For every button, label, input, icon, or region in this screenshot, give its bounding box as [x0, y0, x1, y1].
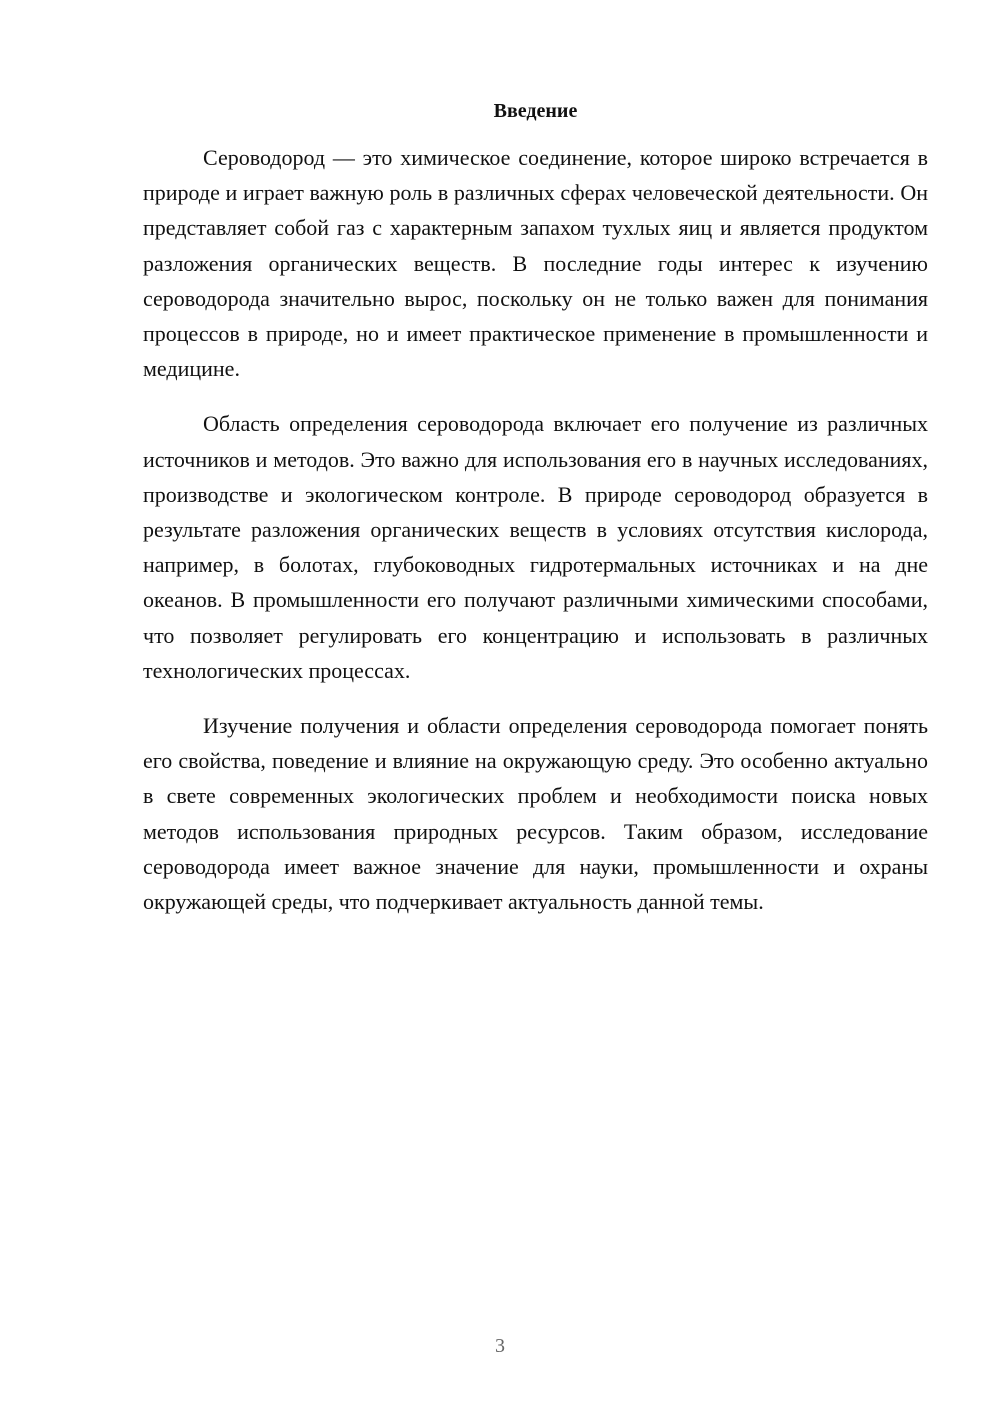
page-content	[143, 96, 928, 939]
paragraph-2: Область определения сероводорода включает его получение из различных источников и методов. Это важно для использования его в научных исследованиях, производстве и экологическом контроле. В природе сероводород образуется в результате разложения органических веществ в условиях отсутствия кислорода, например, в болотах, глубоководных гидротермальных источниках и на дне океанов. В промышленности его получают различными химическими способами, что позволяет регулировать его концентрацию и использовать в различных технологических процессах.	[143, 411, 928, 683]
paragraph-3: Изучение получения и области определения сероводорода помогает понять его свойства, поведение и влияние на окружающую среду. Это особенно актуально в свете современных экологических проблем и необходимости поиска новых методов использования природных ресурсов. Таким образом, исследование сероводорода имеет важное значение для науки, промышленности и охраны окружающей среды, что подчеркивает актуальность данной темы.	[143, 713, 928, 915]
paragraph-1: Сероводород — это химическое соединение, которое широко встречается в природе и играет важную роль в различных сферах человеческой деятельности. Он представляет собой газ с характерным запахом тухлых яиц и является продуктом разложения органических веществ. В последние годы интерес к изучению сероводорода значительно вырос, поскольку он не только важен для понимания процессов в природе, но и имеет практическое применение в промышленности и медицине.	[143, 145, 928, 382]
page-number: 3	[495, 1335, 505, 1357]
section-title: Введение	[493, 100, 578, 122]
